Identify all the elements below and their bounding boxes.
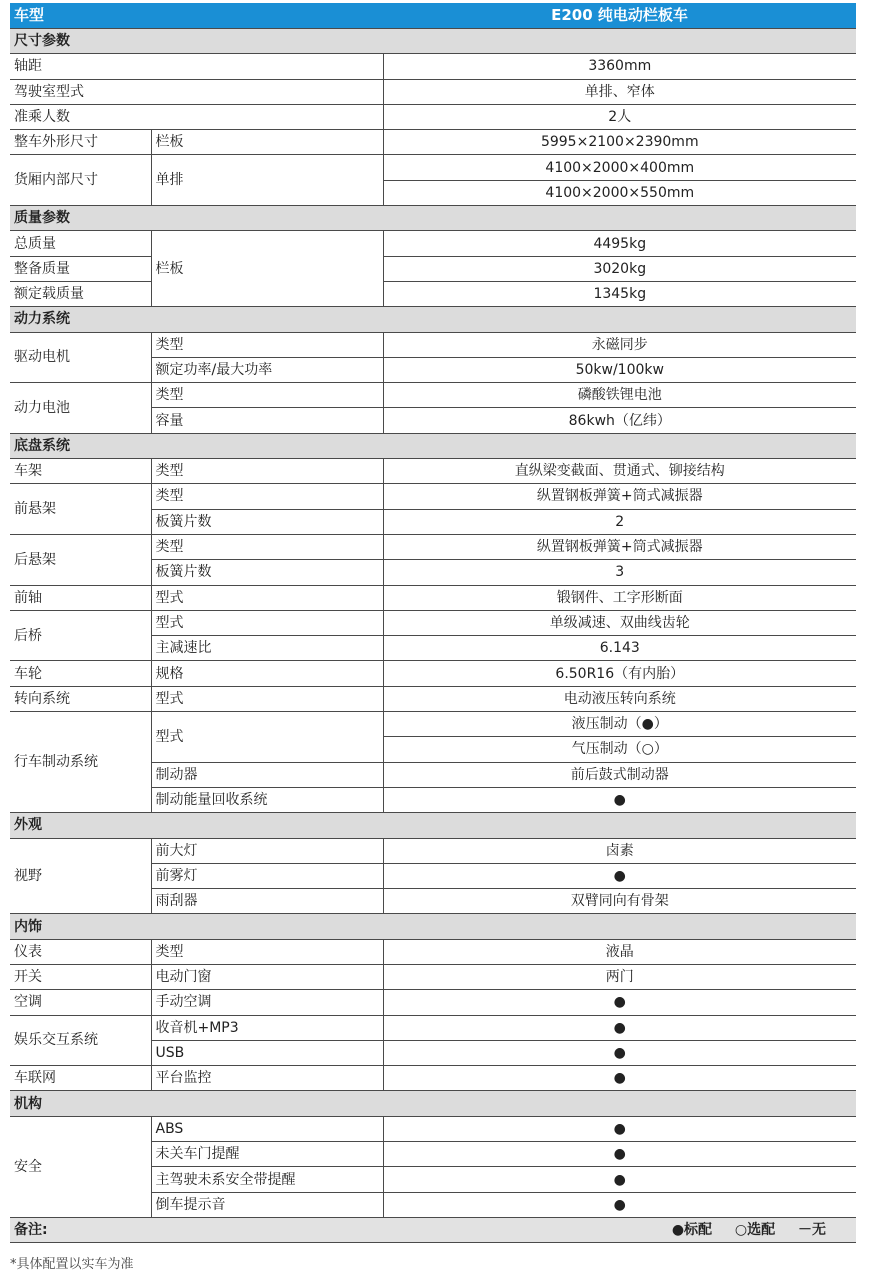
row-iov: 车联网 平台监控 ● bbox=[10, 1066, 856, 1091]
row-wiper: 雨刮器 双臂同向有骨架 bbox=[10, 889, 856, 914]
row-meter: 仪表 类型 液晶 bbox=[10, 939, 856, 964]
spec-table bbox=[10, 3, 856, 1243]
row-brake-type-air: 气压制动（○） bbox=[10, 737, 856, 762]
row-payload: 额定载质量 1345kg bbox=[10, 281, 856, 306]
row-frame: 车架 类型 直纵梁变截面、贯通式、铆接结构 bbox=[10, 459, 856, 484]
row-gross-mass: 总质量 栏板 4495kg bbox=[10, 231, 856, 256]
section-power: 动力系统 bbox=[10, 307, 856, 332]
row-curb-mass: 整备质量 3020kg bbox=[10, 256, 856, 281]
row-cab: 驾驶室型式 单排、窄体 bbox=[10, 79, 856, 104]
legend bbox=[151, 1217, 856, 1242]
row-rear-susp-leaves: 板簧片数 3 bbox=[10, 560, 856, 585]
section-mechanism: 机构 bbox=[10, 1091, 856, 1116]
row-front-susp-leaves: 板簧片数 2 bbox=[10, 509, 856, 534]
row-rear-axle-ratio: 主减速比 6.143 bbox=[10, 636, 856, 661]
row-steering: 转向系统 型式 电动液压转向系统 bbox=[10, 686, 856, 711]
row-rear-susp-type: 后悬架 类型 纵置钢板弹簧+筒式减振器 bbox=[10, 534, 856, 559]
row-motor-type: 驱动电机 类型 永磁同步 bbox=[10, 332, 856, 357]
row-front-axle: 前轴 型式 锻钢件、工字形断面 bbox=[10, 585, 856, 610]
footnote: *具体配置以实车为准 bbox=[10, 1257, 134, 1272]
row-radio: 娱乐交互系统 收音机+MP3 ● bbox=[10, 1015, 856, 1040]
legend-optional: ○选配 bbox=[734, 1221, 776, 1238]
row-brake-type-hydraulic: 行车制动系统 型式 液压制动（●） bbox=[10, 712, 856, 737]
row-motor-power: 额定功率/最大功率 50kw/100kw bbox=[10, 357, 856, 382]
legend-standard: ●标配 bbox=[671, 1221, 713, 1238]
note-row bbox=[10, 1217, 856, 1242]
section-exterior: 外观 bbox=[10, 813, 856, 838]
row-rear-axle-type: 后桥 型式 单级减速、双曲线齿轮 bbox=[10, 610, 856, 635]
row-seats: 准乘人数 2人 bbox=[10, 104, 856, 129]
row-ac: 空调 手动空调 ● bbox=[10, 990, 856, 1015]
section-interior: 内饰 bbox=[10, 914, 856, 939]
row-cargo-size-2: 4100×2000×550mm bbox=[10, 180, 856, 205]
section-size: 尺寸参数 bbox=[10, 29, 856, 54]
row-battery-capacity: 容量 86kwh（亿纬） bbox=[10, 408, 856, 433]
row-switch: 开关 电动门窗 两门 bbox=[10, 964, 856, 989]
note-label: 备注: bbox=[10, 1217, 151, 1242]
row-reverse-alert: 倒车提示音 ● bbox=[10, 1192, 856, 1217]
legend-none: －无 bbox=[798, 1221, 827, 1238]
header-model: E200 纯电动栏板车 bbox=[383, 3, 856, 29]
row-cargo-size: 货厢内部尺寸 单排 4100×2000×400mm bbox=[10, 155, 856, 180]
row-wheel: 车轮 规格 6.50R16（有内胎） bbox=[10, 661, 856, 686]
section-mass: 质量参数 bbox=[10, 206, 856, 231]
header-label: 车型 bbox=[10, 3, 383, 29]
row-door-alert: 未关车门提醒 ● bbox=[10, 1142, 856, 1167]
row-front-susp-type: 前悬架 类型 纵置钢板弹簧+筒式减振器 bbox=[10, 484, 856, 509]
row-battery-type: 动力电池 类型 磷酸铁锂电池 bbox=[10, 383, 856, 408]
row-headlamp: 视野 前大灯 卤素 bbox=[10, 838, 856, 863]
header-row bbox=[10, 3, 856, 29]
row-outer-size: 整车外形尺寸 栏板 5995×2100×2390mm bbox=[10, 130, 856, 155]
row-fog-lamp: 前雾灯 ● bbox=[10, 863, 856, 888]
section-chassis: 底盘系统 bbox=[10, 433, 856, 458]
row-abs: 安全 ABS ● bbox=[10, 1116, 856, 1141]
row-usb: USB ● bbox=[10, 1040, 856, 1065]
row-brake-device: 制动器 前后鼓式制动器 bbox=[10, 762, 856, 787]
row-seatbelt-alert: 主驾驶未系安全带提醒 ● bbox=[10, 1167, 856, 1192]
row-brake-regen: 制动能量回收系统 ● bbox=[10, 787, 856, 812]
row-wheelbase: 轴距 3360mm bbox=[10, 54, 856, 79]
